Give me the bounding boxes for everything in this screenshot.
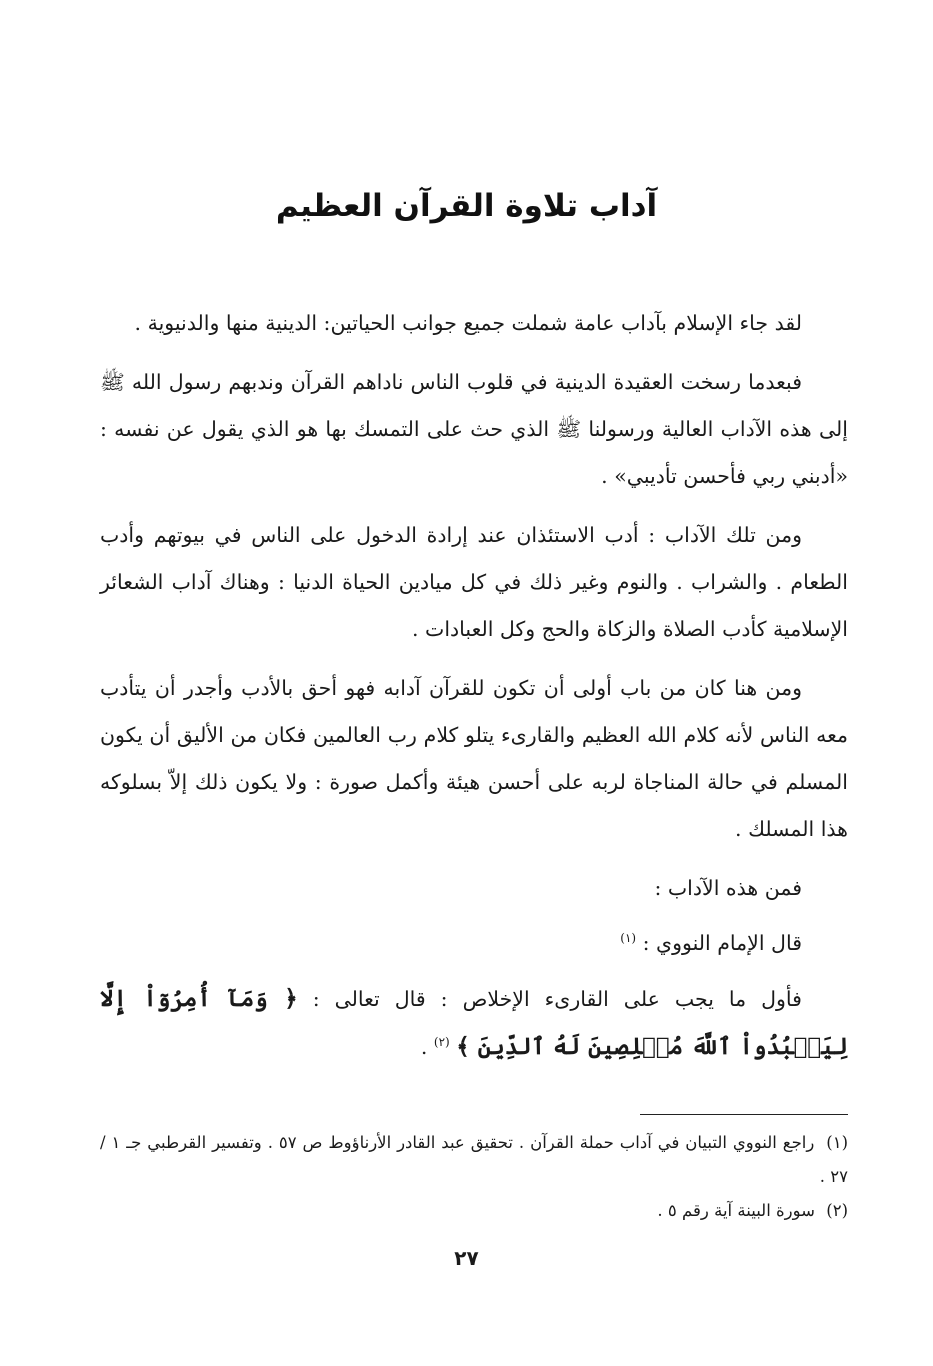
paragraph-manners-list: ومن تلك الآداب : أدب الاستئذان عند إرادة الدخول على الناس في بيوتهم وأدب الطعام . والشراب . والنوم وغير ذلك في كل ميادين الحياة الدنيا : وهناك آداب الشعائر الإسلامية كأدب الصلاة والزكاة والحج وكل العبادات .: [100, 523, 848, 641]
paragraph-ikhlas: [100, 975, 848, 1071]
nawawi-text: قال الإمام النووي :: [642, 931, 802, 955]
paragraph-of-these-manners: فمن هذه الآداب :: [654, 876, 802, 900]
ikhlas-text: فأول ما يجب على القارىء الإخلاص : قال تعالى :: [312, 987, 802, 1011]
page-number: ٢٧: [454, 1246, 479, 1270]
page-title: آداب تلاوة القرآن العظيم: [275, 188, 658, 224]
footnote-1: [100, 1126, 848, 1194]
ikhlas-end: .: [420, 1035, 428, 1059]
footnote-text: سورة البينة آية رقم ٥ .: [657, 1201, 815, 1220]
quran-verse: ﴿ وَمَآ أُمِرُوٓاْ إِلَّا لِيَعۡبُدُواْ ٱللَّهَ مُخۡلِصِينَ لَهُ ٱلدِّينَ ﴾: [100, 985, 848, 1060]
paragraph-quran-manners: ومن هنا كان من باب أولى أن تكون للقرآن آدابه فهو أحق بالأدب وأجدر أن يتأدب معه الناس لأنه كلام الله العظيم والقارىء يتلو كلام رب العالمين فكان من الأليق أن يكون المسلم في حالة المناجاة لربه على أحسن هيئة وأكمل صورة : ولا يكون ذلك إلاّ بسلوكه هذا المسلك .: [100, 676, 848, 841]
footnotes: [100, 1126, 848, 1228]
footnote-number: (٢): [826, 1201, 848, 1220]
paragraph-intro: لقد جاء الإسلام بآداب عامة شملت جميع جوانب الحياتين: الدينية منها والدنيوية .: [134, 311, 802, 335]
paragraph-nawawi: [100, 920, 848, 967]
footnote-number: (١): [826, 1133, 848, 1152]
footnote-marker-1: (١): [620, 931, 637, 946]
main-text: [100, 300, 848, 1083]
footnote-marker-2: (٢): [433, 1035, 450, 1050]
footnote-separator: [640, 1114, 848, 1115]
footnote-text: راجع النووي التبيان في آداب حملة القرآن . تحقيق عبد القادر الأرناؤوط ص ٥٧ . وتفسير القرطبي جـ ١ / ٢٧ .: [100, 1133, 848, 1186]
paragraph-belief: فبعدما رسخت العقيدة الدينية في قلوب الناس ناداهم القرآن وندبهم رسول الله ﷺ إلى هذه الآداب العالية ورسولنا ﷺ الذي حث على التمسك بها هو الذي يقول عن نفسه : «أدبني ربي فأحسن تأديبي» .: [100, 370, 848, 488]
footnote-2: [100, 1194, 848, 1228]
